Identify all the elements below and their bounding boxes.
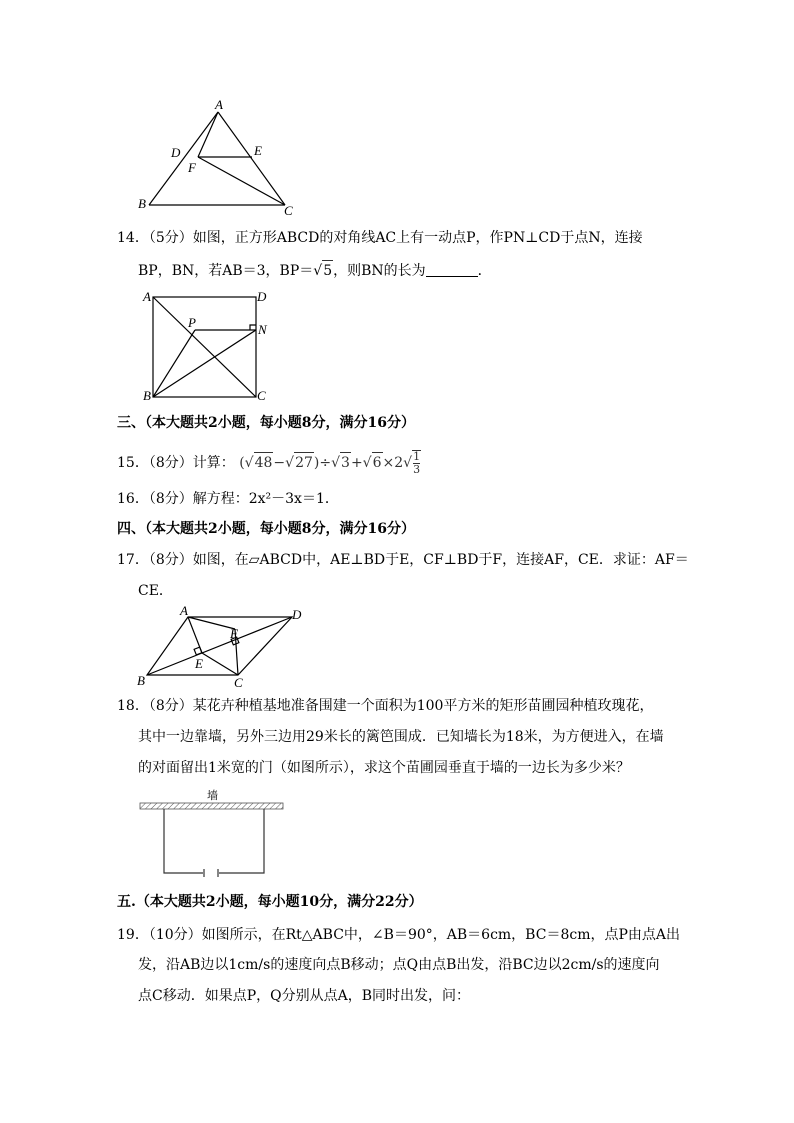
question-18-line-3: 的对面留出1米宽的门（如图所示），求这个苗圃园垂直于墙的一边长为多少米？ [138,760,630,776]
label-e: E [254,143,262,158]
triangle-figure-13 [135,95,305,220]
label-f: F [230,626,238,641]
label-a: A [215,97,223,112]
label-f: F [188,160,196,175]
label-d: D [171,145,181,160]
square-figure-14 [140,285,280,405]
section-5-heading: 五.（本大题共2小题，每小题10分，满分22分） [117,894,423,910]
parallelogram-figure-17 [135,603,315,688]
minus-sign: − [273,455,286,471]
times-two: ×2 [382,455,404,471]
diagonal-bd [147,617,292,675]
wall-label: 墙 [207,789,218,802]
question-14-text-c: ． [477,263,492,279]
fraction-denominator: 3 [413,463,421,476]
divide-sign: ÷ [319,455,332,471]
label-b: B [143,388,151,403]
label-d: D [292,607,302,622]
sqrt-5: 5 [322,260,333,281]
segment-bn [153,330,256,397]
sqrt-symbol: √ [313,263,323,279]
sqrt-27: 27 [294,452,314,473]
question-17-line-1: 17．（8分）如图，在▱ABCD中，AE⊥BD于E，CF⊥BD于F，连接AF，CE．求证：AF＝ [117,552,689,568]
label-n: N [258,322,267,337]
section-4-heading: 四、（本大题共2小题，每小题8分，满分16分） [117,521,415,537]
question-14-text-b: ，则BN的长为 [333,263,426,279]
question-14-text-a: BP，BN，若AB＝3，BP＝ [138,263,314,279]
label-e: E [195,656,203,671]
segment-fc [198,157,285,205]
garden-figure-18 [135,785,295,880]
question-16: 16．（8分）解方程：2x²－3x＝1． [117,491,339,507]
question-19-line-3: 点C移动．如果点P，Q分别从点A，B同时出发，问： [138,988,471,1004]
question-15-label: 15．（8分）计算： [117,455,235,471]
question-15-formula: (√48−√27)÷√3+√6×2√ $\frac{1}{3}$ [239,450,421,476]
plus-sign: + [350,455,363,471]
question-15 [117,450,421,476]
label-a: A [143,289,151,304]
fence-right [219,809,264,873]
sqrt-6: 6 [372,452,383,473]
fraction-numerator: 1 [413,450,421,463]
right-angle-mark [250,325,256,330]
question-14-line-1: 14．（5分）如图，正方形ABCD的对角线AC上有一动点P，作PN⊥CD于点N，连接 [117,230,643,246]
question-18-line-1: 18．（8分）某花卉种植基地准备围建一个面积为100平方米的矩形苗圃园种植玫瑰花， [117,698,654,714]
fence-left [164,809,203,873]
segment-ce [202,653,238,675]
label-b: B [138,196,146,211]
question-19-line-2: 发，沿AB边以1cm/s的速度向点B移动；点Q由点B出发，沿BC边以2cm/s的速度向 [138,957,660,973]
label-c: C [257,388,266,403]
right-angle-mark-e [194,647,202,655]
label-c: C [234,675,243,688]
label-b: B [137,673,145,688]
sqrt-3: 3 [340,452,351,473]
sqrt-48: 48 [254,452,274,473]
answer-blank [426,262,478,277]
segment-ac [218,112,285,205]
wall [140,803,283,809]
label-a: A [180,603,188,618]
question-17-line-2: CE． [138,583,173,599]
question-14-line-2 [138,260,492,281]
label-c: C [284,203,293,218]
diagonal-ac [153,297,256,397]
label-p: P [188,315,196,330]
section-3-heading: 三、（本大题共2小题，每小题8分，满分16分） [117,415,415,431]
segment-bp [153,330,195,397]
label-d: D [257,289,267,304]
question-18-line-2: 其中一边靠墙，另外三边用29米长的篱笆围成．已知墙长为18米，为方便进入，在墙 [138,729,664,745]
question-19-line-1: 19．（10分）如图所示，在Rt△ABC中，∠B＝90°，AB＝6cm，BC＝8cm，点P由点A出 [117,927,680,943]
fraction-one-third [412,450,421,476]
segment-af [188,617,235,629]
segment-ab [149,112,218,205]
